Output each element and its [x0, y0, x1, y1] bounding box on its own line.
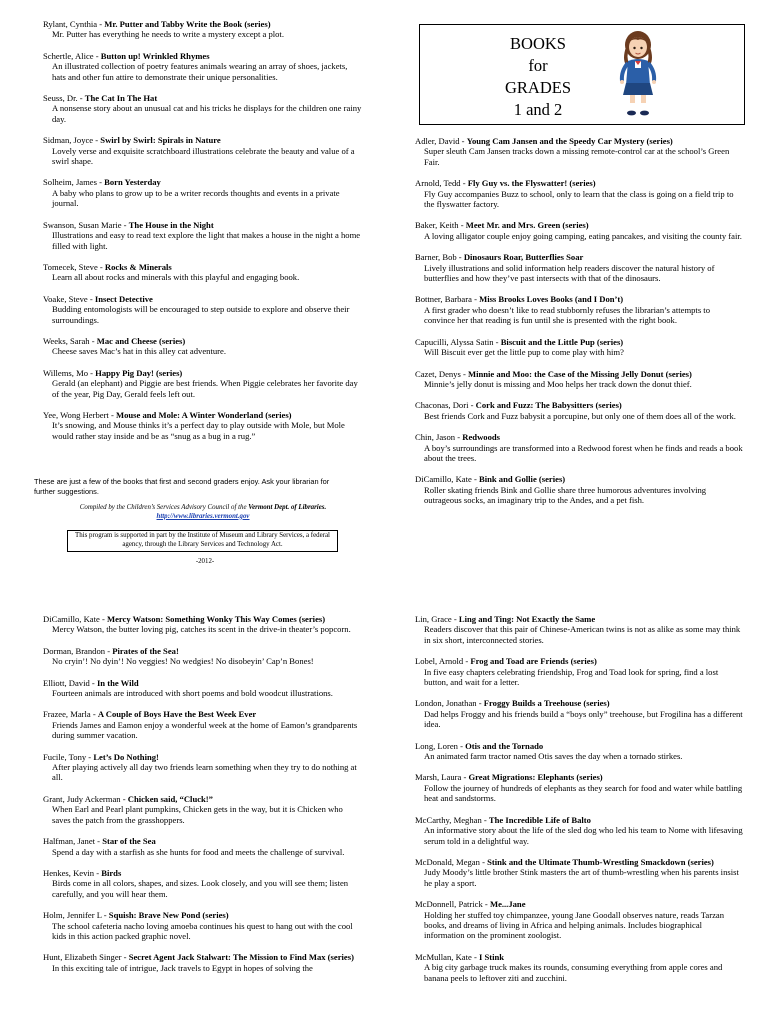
book-author: Sidman, Joyce -: [43, 135, 101, 146]
book-entry: [43, 410, 363, 441]
book-author: Schertle, Alice -: [43, 50, 101, 61]
book-entry: [43, 19, 363, 40]
book-title: Mercy Watson: Something Wonky This Way Comes (series): [106, 614, 326, 624]
book-entry: [43, 614, 363, 635]
book-description: Friends James and Eamon enjoy a wonderful week at the home of Eamon’s grandparents during summer vacation.: [52, 719, 358, 741]
book-description: Will Biscuit ever get the little pup to come play with him?: [424, 347, 624, 358]
book-title: Redwoods: [462, 432, 500, 443]
book-title: Secret Agent Jack Stalwart: The Mission to Find Max (series): [128, 952, 354, 963]
book-entry: [415, 252, 743, 283]
book-description: A boy’s surroundings are transformed into a Redwood forest when he finds and reads a book about the trees.: [424, 442, 743, 463]
book-list-bottom-left: [43, 614, 363, 984]
book-title: Born Yesterday: [104, 177, 161, 188]
book-author: Hunt, Elizabeth Singer -: [43, 952, 129, 963]
book-author: Solheim, James -: [43, 177, 105, 188]
book-author: Arnold, Tedd -: [415, 178, 468, 189]
book-title: Frog and Toad are Friends (series): [470, 656, 597, 667]
book-entry: [43, 336, 363, 357]
book-description: Lively illustrations and solid information help readers discover the natural history of butterflies and how they’ve past intersects with that of the dinosaurs.: [424, 262, 715, 284]
book-list-bottom-right: [415, 614, 743, 994]
book-description: Minnie’s jelly donut is missing and Moo helps her track down the donut thief.: [424, 378, 692, 389]
book-entry: [43, 177, 363, 208]
book-description: Roller skating friends Bink and Gollie share three humorous adventures involving outrageous socks, an imaginary trip to the Andes, and a pet fish.: [424, 484, 707, 506]
book-author: Voake, Steve -: [43, 293, 95, 304]
book-title: Stink and the Ultimate Thumb-Wrestling Smackdown (series): [487, 856, 714, 867]
compiled-by: [58, 504, 348, 521]
schoolgirl-illustration: [616, 29, 660, 121]
book-description: Mr. Putter has everything he needs to write a mystery except a plot.: [52, 29, 284, 40]
book-title: Insect Detective: [94, 293, 153, 304]
book-description: Holding her stuffed toy chimpanzee, young Jane Goodall observes nature, reads Tarzan books, and dreams of living in Africa and helping animals. Includes biographical information on the prominent zoologist.: [424, 909, 725, 941]
book-description: In this exciting tale of intrigue, Jack travels to Egypt in hopes of solving the: [52, 962, 313, 973]
book-title: Squish: Brave New Pond (series): [108, 910, 229, 921]
book-entry: [415, 772, 743, 803]
book-entry: [43, 294, 363, 325]
book-description: After playing actively all day two friends learn something when they try to do nothing at all.: [52, 762, 357, 783]
book-entry: [415, 400, 743, 421]
title-line: GRADES: [504, 78, 571, 97]
book-description: Super sleuth Cam Jansen tracks down a missing remote-control car at the school’s Green Fair.: [424, 146, 730, 167]
book-description: Lovely verse and exquisite scratchboard illustrations celebrate the beauty and value of a swirl shape.: [52, 145, 355, 167]
book-entry: [43, 51, 363, 82]
book-entry: [43, 836, 363, 857]
book-description: Judy Moody’s little brother Stink masters the art of thumb-wrestling when his parents insist he play a sport.: [424, 867, 739, 888]
book-author: Adler, David -: [415, 136, 467, 146]
book-title: Meet Mr. and Mrs. Green (series): [465, 220, 589, 231]
book-entry: [415, 474, 743, 505]
book-title: Mac and Cheese (series): [96, 335, 186, 346]
book-description: A first grader who doesn’t like to read stubbornly refuses the librarian’s attempts to convince her that reading is fun until she is presented with the right book.: [424, 304, 710, 326]
book-list-top-right: [415, 136, 743, 517]
book-entry: [415, 432, 743, 463]
book-author: London, Jonathan -: [415, 698, 484, 709]
book-author: Swanson, Susan Marie -: [43, 219, 129, 230]
book-description: Birds come in all colors, shapes, and sizes. Look closely, and you will see them; listen carefully, and you will hear them.: [52, 878, 349, 899]
book-title: Ling and Ting: Not Exactly the Same: [458, 614, 596, 624]
book-description: A big city garbage truck makes its rounds, consuming everything from apple cores and banana peels to leftover ziti and zucchini.: [424, 962, 723, 983]
book-description: Best friends Cork and Fuzz babysit a porcupine, but only one of them does all of the work.: [424, 410, 736, 421]
book-title: Fly Guy vs. the Flyswatter! (series): [467, 178, 596, 189]
compiled-org: Vermont Dept. of Libraries.: [248, 504, 327, 511]
book-entry: [415, 952, 743, 983]
book-entry: [43, 220, 363, 251]
book-author: Dorman, Brandon -: [43, 645, 113, 656]
book-title: Young Cam Jansen and the Speedy Car Mystery (series): [466, 136, 673, 146]
book-entry: [415, 220, 743, 241]
title-line: BOOKS: [510, 34, 566, 53]
book-author: Baker, Keith -: [415, 220, 466, 231]
book-entry: [415, 369, 743, 390]
book-description: Readers discover that this pair of Chinese-American twins is not as alike as some may think in six short, interconnected stories.: [424, 624, 741, 645]
book-author: Lin, Grace -: [415, 614, 459, 624]
book-title: Birds: [101, 867, 122, 878]
book-title: A Couple of Boys Have the Best Week Ever: [97, 709, 257, 720]
book-description: Illustrations and easy to read text explore the light that makes a house in the night a home filled with light.: [52, 230, 361, 251]
book-author: McDonald, Megan -: [415, 856, 488, 867]
book-description: Gerald (an elephant) and Piggie are best friends. When Piggie celebrates her favorite day of the year, Pig Day, Gerald feels left out.: [52, 378, 358, 399]
book-title: In the Wild: [96, 677, 139, 688]
book-title: Pirates of the Sea!: [112, 645, 179, 656]
book-entry: [415, 294, 743, 325]
book-title: I Stink: [478, 951, 505, 962]
book-entry: [43, 646, 363, 667]
book-author: Seuss, Dr. -: [43, 93, 85, 104]
book-entry: [415, 741, 743, 762]
book-title: The House in the Night: [128, 219, 214, 230]
book-author: Capucilli, Alyssa Satin -: [415, 336, 501, 347]
book-title: The Incredible Life of Balto: [488, 814, 591, 825]
book-entry: [43, 868, 363, 899]
book-entry: [415, 337, 743, 358]
book-description: An informative story about the life of the sled dog who led his team to Nome with lifesaving serum told in a delightful way.: [424, 825, 743, 846]
book-description: A nonsense story about an unusual cat and his tricks he displays for the children one rainy day.: [52, 103, 362, 124]
book-entry: [415, 899, 743, 941]
book-title: Bink and Gollie (series): [478, 474, 566, 485]
book-author: Chin, Jason -: [415, 432, 463, 443]
book-entry: [43, 910, 363, 941]
book-title: Froggy Builds a Treehouse (series): [483, 698, 610, 709]
book-description: Budding entomologists will be encouraged to step outside to explore and observe their surroundings.: [52, 304, 350, 325]
book-entry: [43, 135, 363, 166]
book-author: Cazet, Denys -: [415, 368, 468, 379]
title-box: [419, 24, 745, 125]
book-author: Long, Loren -: [415, 740, 466, 751]
book-author: DiCamillo, Kate -: [43, 614, 107, 624]
book-title: Dinosaurs Roar, Butterflies Soar: [463, 252, 584, 263]
book-author: Frazee, Marla -: [43, 709, 98, 720]
book-author: Fucile, Tony -: [43, 751, 94, 762]
book-description: A baby who plans to grow up to be a writer records thoughts and events in a private journal.: [52, 187, 340, 209]
book-author: Henkes, Kevin -: [43, 867, 102, 878]
book-entry: [415, 136, 743, 167]
book-title: Let’s Do Nothing!: [93, 751, 159, 762]
book-description: An illustrated collection of poetry features animals wearing an array of shoes, jackets, hats and other fun attire to demonstrate their unique personalities.: [52, 61, 348, 82]
book-list-top-left: [43, 19, 363, 452]
book-author: Barner, Bob -: [415, 252, 464, 263]
book-entry: [415, 857, 743, 888]
book-author: Lobel, Arnold -: [415, 656, 471, 667]
book-entry: [43, 262, 363, 283]
book-author: Grant, Judy Ackerman -: [43, 793, 128, 804]
title-line: for: [528, 56, 548, 75]
book-description: A loving alligator couple enjoy going camping, eating pancakes, and visiting the county fair.: [424, 230, 742, 241]
book-title: The Cat In The Hat: [84, 93, 158, 104]
title-line: 1 and 2: [513, 100, 563, 119]
book-author: Willems, Mo -: [43, 367, 96, 378]
book-author: McDonnell, Patrick -: [415, 899, 490, 910]
book-title: Mr. Putter and Tabby Write the Book (series): [104, 19, 271, 29]
book-entry: [415, 815, 743, 846]
closing-note: These are just a few of the books that first and second graders enjoy. Ask your librarian for further suggestions.: [34, 477, 330, 496]
book-entry: [415, 656, 743, 687]
book-title: Button up! Wrinkled Rhymes: [100, 50, 210, 61]
book-description: Spend a day with a starfish as she hunts for food and meets the challenge of survival.: [52, 846, 345, 857]
book-description: Cheese saves Mac’s hat in this alley cat adventure.: [52, 346, 226, 357]
book-entry: [415, 178, 743, 209]
book-description: Fly Guy accompanies Buzz to school, only to learn that the class is going on a field trip to the flyswatter factory.: [424, 188, 734, 210]
book-entry: [43, 752, 363, 783]
page-title: [478, 33, 598, 121]
book-author: Rylant, Cynthia -: [43, 19, 105, 29]
book-author: Halfman, Janet -: [43, 836, 103, 847]
book-entry: [43, 952, 363, 973]
book-title: Star of the Sea: [102, 836, 156, 847]
book-title: Me...Jane: [489, 899, 526, 910]
book-author: Bottner, Barbara -: [415, 294, 480, 305]
book-title: Happy Pig Day! (series): [95, 367, 183, 378]
book-title: Rocks & Minerals: [104, 261, 172, 272]
book-entry: [43, 709, 363, 740]
book-entry: [415, 614, 743, 645]
compiled-text: Compiled by the Children’s Services Advisory Council of the: [79, 504, 249, 511]
book-title: Biscuit and the Little Pup (series): [500, 336, 624, 347]
book-description: Dad helps Froggy and his friends build a “boys only” treehouse, but Frogilina has a different idea.: [424, 708, 743, 730]
book-description: When Earl and Pearl plant pumpkins, Chicken gets in the way, but it is Chicken who saves the patch from the grasshoppers.: [52, 804, 343, 825]
book-description: Follow the journey of hundreds of elephants as they search for food and water while battling heat and sandstorms.: [424, 782, 743, 804]
book-entry: [43, 368, 363, 399]
book-description: Mercy Watson, the butter loving pig, catches its scent in the drive-in theater’s popcorn.: [52, 624, 351, 635]
book-title: Mouse and Mole: A Winter Wonderland (series): [115, 409, 292, 420]
book-author: Yee, Wong Herbert -: [43, 409, 116, 420]
book-author: McMullan, Kate -: [415, 951, 479, 962]
book-author: Weeks, Sarah -: [43, 335, 97, 346]
funding-note-box: This program is supported in part by the Institute of Museum and Library Services, a federal agency, through the Library Services and Technology Act.: [67, 530, 338, 552]
book-entry: [43, 794, 363, 825]
book-author: Tomecek, Steve -: [43, 261, 105, 272]
book-title: Great Migrations: Elephants (series): [468, 772, 603, 783]
book-entry: [43, 93, 363, 124]
book-author: McCarthy, Meghan -: [415, 814, 489, 825]
book-description: In five easy chapters celebrating friendship, Frog and Toad look for spring, find a lost button, and wait for a letter.: [424, 666, 719, 688]
book-title: Otis and the Tornado: [465, 740, 544, 751]
book-author: Chaconas, Dori -: [415, 400, 476, 411]
book-author: Holm, Jennifer L -: [43, 910, 109, 921]
book-title: Chicken said, “Cluck!”: [127, 793, 213, 804]
year-label: -2012-: [195, 558, 215, 565]
book-entry: [43, 678, 363, 699]
book-description: Fourteen animals are introduced with short poems and bold woodcut illustrations.: [52, 688, 333, 699]
book-description: No cryin’! No dyin’! No veggies! No wedgies! No disobeyin’ Cap’n Bones!: [52, 656, 314, 667]
library-website-link[interactable]: http://www.libraries.vermont.gov: [156, 512, 250, 520]
book-title: Swirl by Swirl: Spirals in Nature: [100, 135, 221, 146]
book-title: Cork and Fuzz: The Babysitters (series): [475, 400, 622, 411]
book-title: Minnie and Moo: the Case of the Missing Jelly Donut (series): [467, 368, 692, 379]
book-author: DiCamillo, Kate -: [415, 474, 479, 485]
book-description: The school cafeteria nacho loving amoeba continues his quest to hang out with the cool kids in this action packed graphic novel.: [52, 920, 353, 941]
book-description: An animated farm tractor named Otis saves the day when a tornado stirkes.: [424, 751, 683, 762]
book-description: Learn all about rocks and minerals with this playful and engaging book.: [52, 272, 300, 283]
book-entry: [415, 698, 743, 729]
book-title: Miss Brooks Loves Books (and I Don’t): [479, 294, 624, 305]
book-author: Elliott, David -: [43, 677, 97, 688]
book-author: Marsh, Laura -: [415, 772, 469, 783]
book-description: It’s snowing, and Mouse thinks it’s a perfect day to play outside with Mole, but Mole would rather stay inside and be as “snug as a bug in a rug.”: [52, 420, 345, 441]
